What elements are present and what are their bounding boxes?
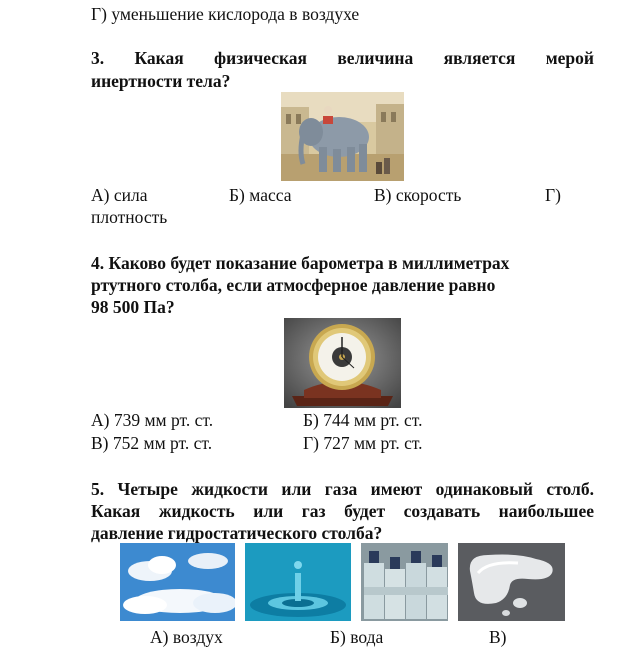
q5-question-line1: 5. Четыре жидкости или газа имеют одинаковый столб. [91,479,594,499]
barometer-image [284,318,401,408]
q4-option-a: А) 739 мм рт. ст. [91,410,214,430]
q2-option-g: Г) уменьшение кислорода в воздухе [91,4,360,24]
q5-option-v: В) [489,627,507,647]
q5-question-line2: Какая жидкость или газ будет создавать наибольшее [91,501,594,521]
q3-option-v: В) скорость [374,185,462,205]
elephant-image [281,92,404,181]
water-drop-image [245,543,351,621]
q3-option-b: Б) масса [229,185,292,205]
q4-option-g: Г) 727 мм рт. ст. [303,433,423,453]
q5-option-a: А) воздух [150,627,223,647]
q3-option-a: А) сила [91,185,148,205]
q4-question-line1: 4. Каково будет показание барометра в миллиметрах [91,253,510,273]
q5-question-line3: давление гидростатического столба? [91,523,383,543]
sky-clouds-image [120,543,235,621]
bottles-image [361,543,448,621]
mercury-drops-image [458,543,565,621]
q4-option-v: В) 752 мм рт. ст. [91,433,213,453]
q3-question-line1: 3. Какая физическая величина является мерой [91,48,594,68]
q3-option-g-cont: плотность [91,207,168,227]
q4-question-line3: 98 500 Па? [91,297,175,317]
q3-option-g: Г) [545,185,561,205]
q5-option-b: Б) вода [330,627,384,647]
q4-question-line2: ртутного столба, если атмосферное давление равно [91,275,496,295]
q4-option-b: Б) 744 мм рт. ст. [303,410,423,430]
q3-question-line2: инертности тела? [91,71,231,91]
